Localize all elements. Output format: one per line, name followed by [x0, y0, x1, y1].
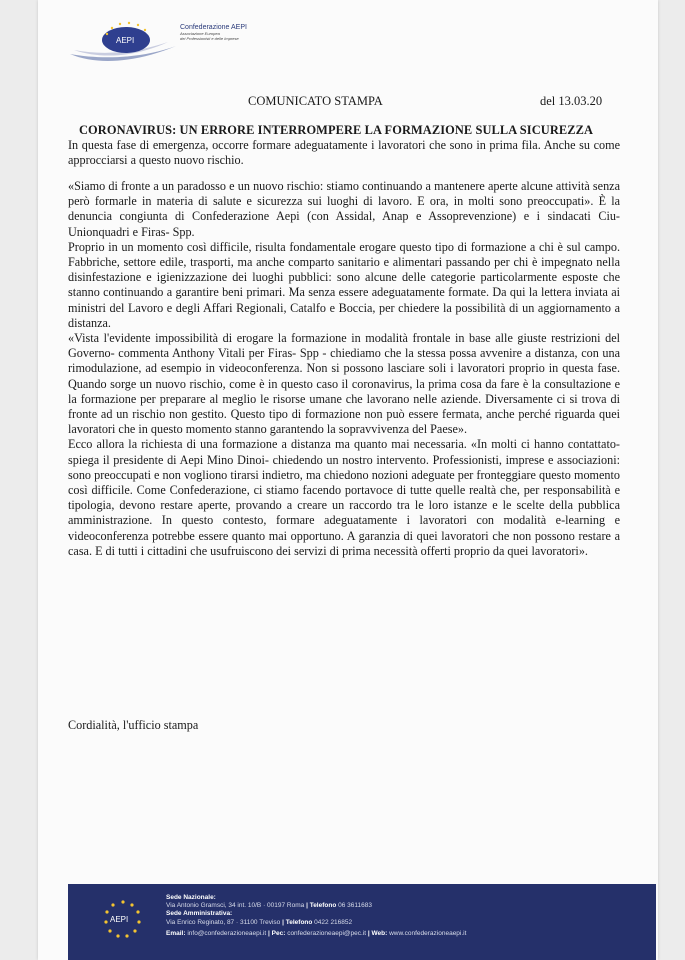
body-paragraph: Proprio in un momento così difficile, risulta fondamentale erogare questo tipo di formazione a chi è sul campo. Fabbriche, settore edile, trasporti, ma anche comparto sanitario e alimentari passando per chi è impegnato nella disinfestazione e igienizzazione dei luoghi pubblici: sono alcune delle categorie particolarmente esposte che stanno continuando a garantire beni primari. Ma senza essere adeguatamente formate. Da qui la lettera inviata ai ministri del Lavoro e degli Affari Regionali, Catalfo e Boccia, per chiedere la possibilità di un aggiornamento a distanza. [68, 239, 620, 330]
telefono-2: 0422 216852 [314, 918, 353, 926]
lead-paragraph: In questa fase di emergenza, occorre formare adeguatamente i lavoratori che sono in prima fila. Anche su come approcciarsi a questo nuovo rischio. [68, 138, 620, 167]
email-label: Email: [166, 929, 186, 937]
document-label: COMUNICATO STAMPA [248, 94, 383, 108]
body-paragraph: «Vista l'evidente impossibilità di erogare la formazione in modalità frontale in base alle giuste restrizioni del Governo- commenta Anthony Vitali per Firas- Spp - chiediamo che la stessa possa avvenire a distanza, con una rimodulazione, ad esempio in videoconferenza. Non si possono lasciare soli i lavoratori proprio in questa fase. Quando sorge un nuovo rischio, come è in questo caso il coronavirus, la prima cosa da fare è la consultazione e la formazione per preparare al meglio le risorse umane che lavorano nelle aziende. Diversamente ci si trova di fronte ad un rischio non gestito. Questo tipo di formazione non può essere fermata, anche perché riguarda quei lavoratori che in questo momento stanno garantendo la sopravvivenza del Paese». [68, 331, 620, 437]
pec-label: Pec: [271, 929, 286, 937]
closing-signature: Cordialità, l'ufficio stampa [68, 718, 199, 732]
sede-nazionale-address: Via Antonio Gramsci, 34 int. 10/B · 00197 Roma [166, 902, 305, 910]
aepi-logo [68, 16, 278, 66]
footer-logo [98, 897, 148, 942]
telefono-1: 06 3611683 [338, 902, 372, 910]
logo-subtitle-2: dei Professionisti e delle Imprese [180, 36, 239, 41]
logo-subtitle-1: Associazione Europea [180, 31, 220, 36]
sede-nazionale-label: Sede Nazionale: [166, 894, 216, 901]
web-link[interactable]: www.confederazioneaepi.it [389, 929, 467, 937]
web-label: Web: [371, 929, 388, 937]
logo-badge: AEPI [116, 36, 135, 45]
telefono-label-2: Telefono [285, 918, 313, 926]
footer: AEPI Sede Nazionale: Via Antonio Gramsci, 34 int. 10/B · 00197 Roma | Telefono 06 3611683 Sede Amministrativa: Via Enrico Reginato, 87 · 31100 Treviso | Telefono 0422 216852 Email: info@confederazioneaepi.it | Pec: confederazioneaepi@pec.it | Web: www.confederazioneaepi.it [68, 884, 656, 960]
sede-amministrativa-address: Via Enrico Reginato, 87 · 31100 Treviso [166, 918, 281, 926]
pec-link[interactable]: confederazioneaepi@pec.it [287, 929, 367, 937]
logo-name: Confederazione AEPI [180, 24, 247, 31]
sede-amministrativa-label: Sede Amministrativa: [166, 910, 233, 918]
body-paragraph: «Siamo di fronte a un paradosso e un nuovo rischio: stiamo continuando a mantenere aperte alcune attività senza però formarle in materia di salute e sicurezza sui luoghi di lavoro. E ora, in molti sono preoccupati». È la denuncia congiunta di Confederazione Aepi (con Assidal, Anap e Assoprevenzione) e i sindacati Ciu- Unionquadri e Firas- Spp. [68, 179, 620, 239]
document-date: del 13.03.20 [540, 94, 603, 108]
telefono-label-1: Telefono [309, 902, 337, 910]
body-text [68, 179, 620, 559]
body-paragraph: Ecco allora la richiesta di una formazione a distanza ma quanto mai necessaria. «In molti ci hanno contattato- spiega il presidente di Aepi Mino Dinoi- chiedendo un nostro intervento. Professionisti, imprese e associazioni: sono preoccupati e non vogliono tirarsi indietro, ma chiedono nozioni adeguate per fronteggiare questo momento così difficile. Come Confederazione, ci stiamo facendo portavoce di tutte quelle realtà che, per responsabilità e tipologia, devono restare aperte, provando a creare un raccordo tra le loro istanze e le scelte della pubblica amministrazione. In questo contesto, formare adeguatamente i lavoratori con modalità e-learning e videoconferenza potrebbe essere quanto mai opportuno. A garanzia di quei lavoratori che non possono restare a casa. E di tutti i cittadini che usufruiscono dei servizi di prima necessità offerti proprio da quei lavoratori». [68, 437, 620, 558]
logo-swoosh-icon [68, 16, 178, 66]
page-title: CORONAVIRUS: UN ERRORE INTERROMPERE LA FORMAZIONE SULLA SICUREZZA [79, 123, 594, 137]
email-link[interactable]: info@confederazioneaepi.it [187, 929, 267, 937]
footer-badge: AEPI [110, 915, 129, 924]
